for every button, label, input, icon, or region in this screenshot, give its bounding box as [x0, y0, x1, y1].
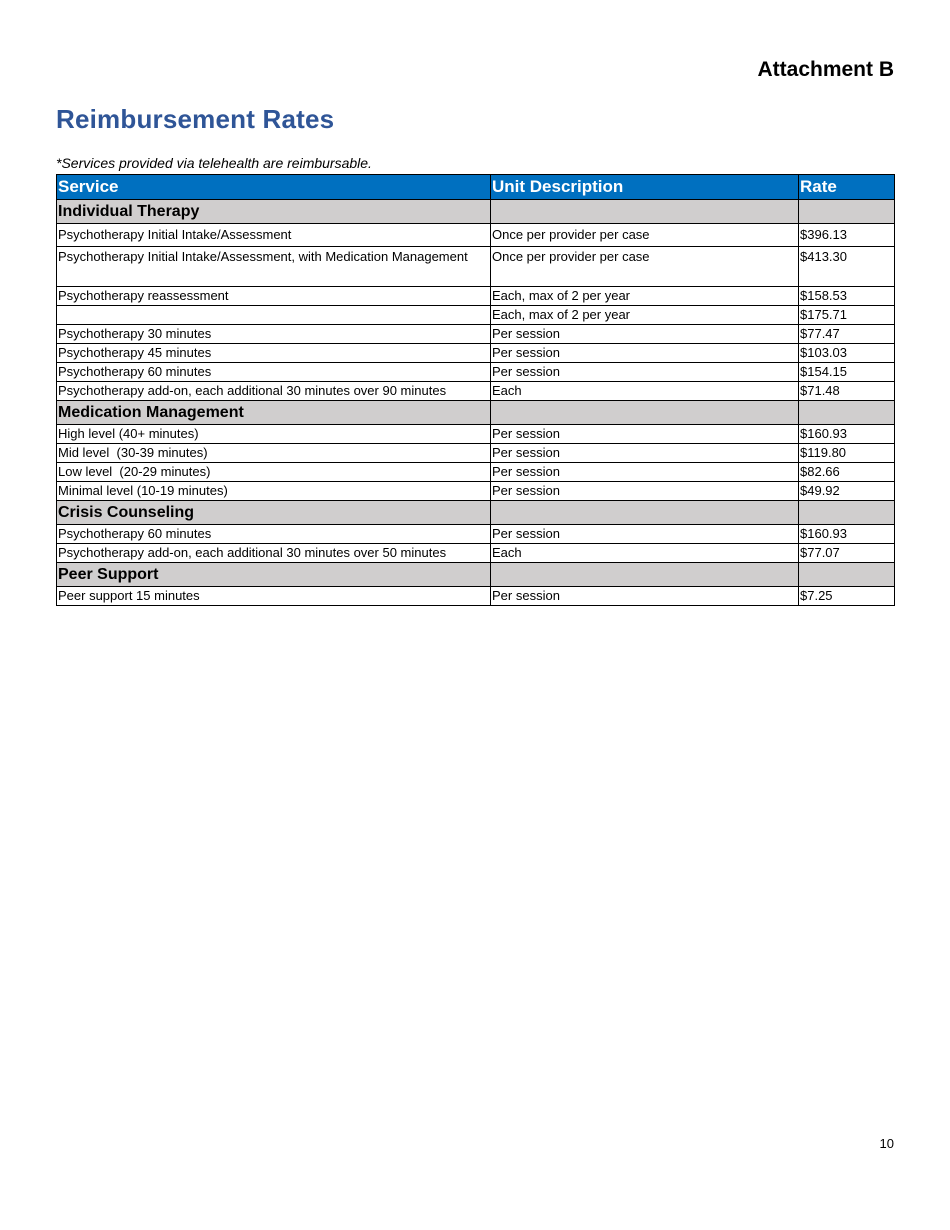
unit-cell: Each, max of 2 per year [491, 287, 799, 306]
column-header-service: Service [57, 175, 491, 200]
table-row [57, 444, 895, 463]
table-row [57, 224, 895, 247]
service-cell: High level (40+ minutes) [57, 425, 491, 444]
rate-cell: $49.92 [799, 482, 895, 501]
service-cell: Peer support 15 minutes [57, 587, 491, 606]
column-header-unit-description: Unit Description [491, 175, 799, 200]
service-cell: Psychotherapy add-on, each additional 30 minutes over 90 minutes [57, 382, 491, 401]
service-cell: Mid level (30-39 minutes) [57, 444, 491, 463]
table-row [57, 363, 895, 382]
table-row [57, 544, 895, 563]
service-cell: Psychotherapy Initial Intake/Assessment [57, 224, 491, 247]
unit-cell: Per session [491, 344, 799, 363]
rate-cell: $77.07 [799, 544, 895, 563]
telehealth-note: *Services provided via telehealth are reimbursable. [56, 155, 372, 171]
rate-cell: $71.48 [799, 382, 895, 401]
unit-cell: Per session [491, 482, 799, 501]
table-row [57, 306, 895, 325]
rate-cell: $160.93 [799, 525, 895, 544]
service-cell: Low level (20-29 minutes) [57, 463, 491, 482]
section-row-individual-therapy [57, 200, 895, 224]
section-row-crisis-counseling [57, 501, 895, 525]
unit-cell: Per session [491, 463, 799, 482]
table-row [57, 325, 895, 344]
table-row [57, 382, 895, 401]
table-row [57, 587, 895, 606]
unit-cell: Each [491, 544, 799, 563]
page-number: 10 [879, 1136, 894, 1151]
service-cell: Psychotherapy Initial Intake/Assessment, with Medication Management [57, 247, 491, 287]
table-row [57, 287, 895, 306]
section-title: Individual Therapy [57, 200, 491, 224]
attachment-label: Attachment B [757, 58, 894, 81]
section-title: Peer Support [57, 563, 491, 587]
rate-cell: $175.71 [799, 306, 895, 325]
section-title: Medication Management [57, 401, 491, 425]
service-cell: Minimal level (10-19 minutes) [57, 482, 491, 501]
table-row [57, 344, 895, 363]
unit-cell: Per session [491, 363, 799, 382]
section-title: Crisis Counseling [57, 501, 491, 525]
service-cell: Psychotherapy reassessment [57, 287, 491, 306]
rate-cell: $154.15 [799, 363, 895, 382]
unit-cell: Each [491, 382, 799, 401]
rate-cell: $160.93 [799, 425, 895, 444]
unit-cell: Per session [491, 444, 799, 463]
service-cell [57, 306, 491, 325]
rate-cell: $82.66 [799, 463, 895, 482]
rate-cell: $396.13 [799, 224, 895, 247]
service-cell: Psychotherapy 45 minutes [57, 344, 491, 363]
table-row [57, 525, 895, 544]
table-row [57, 425, 895, 444]
table-header-row [57, 175, 895, 200]
reimbursement-table [56, 174, 895, 606]
service-cell: Psychotherapy add-on, each additional 30 minutes over 50 minutes [57, 544, 491, 563]
column-header-rate: Rate [799, 175, 895, 200]
unit-cell: Per session [491, 425, 799, 444]
service-cell: Psychotherapy 60 minutes [57, 525, 491, 544]
unit-cell: Once per provider per case [491, 247, 799, 287]
unit-cell: Per session [491, 525, 799, 544]
rate-cell: $158.53 [799, 287, 895, 306]
page-title: Reimbursement Rates [56, 104, 335, 134]
table-row [57, 482, 895, 501]
rate-cell: $119.80 [799, 444, 895, 463]
unit-cell: Per session [491, 587, 799, 606]
table-row [57, 463, 895, 482]
rate-cell: $103.03 [799, 344, 895, 363]
section-row-peer-support [57, 563, 895, 587]
rate-cell: $77.47 [799, 325, 895, 344]
unit-cell: Per session [491, 325, 799, 344]
rate-cell: $413.30 [799, 247, 895, 287]
unit-cell: Once per provider per case [491, 224, 799, 247]
section-row-medication-management [57, 401, 895, 425]
service-cell: Psychotherapy 30 minutes [57, 325, 491, 344]
unit-cell: Each, max of 2 per year [491, 306, 799, 325]
service-cell: Psychotherapy 60 minutes [57, 363, 491, 382]
table-row [57, 247, 895, 287]
rate-cell: $7.25 [799, 587, 895, 606]
